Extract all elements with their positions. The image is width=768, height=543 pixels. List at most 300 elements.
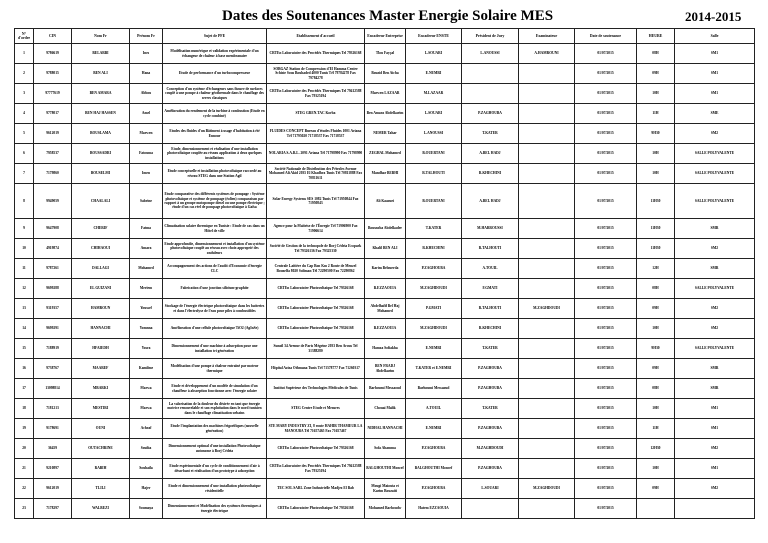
cell-room: SM2 — [675, 239, 755, 259]
cell-jury-president: T.KATER — [462, 399, 519, 419]
cell-jury-president: R.KHECHINI — [462, 164, 519, 184]
cell-last-name: BEN AMARA — [72, 84, 130, 104]
cell-jury-president: T.KATER — [462, 339, 519, 359]
cell-company-supervisor: BEN FRADJ Abdelkarim — [365, 359, 406, 379]
cell-host-institution: Société Nationale de Distribution des Pétroles Avenue Mohamed Ali Akid 2035 El Khadhra Tunis Tél 70811888 Fax 70811611 — [267, 164, 365, 184]
cell-company-supervisor: Marwen LAZAAR — [365, 84, 406, 104]
cell-examiner — [519, 239, 575, 259]
cell-time: 10H — [637, 319, 675, 339]
cell-enste-supervisor: Hatem EZZAOUIA — [406, 499, 462, 519]
cell-enste-supervisor: M.ZAGHDOUDI — [406, 279, 462, 299]
cell-cin: 7181213 — [34, 399, 72, 419]
cell-number: 21 — [15, 459, 34, 479]
table-body — [15, 44, 755, 519]
cell-last-name: DALLAGI — [72, 259, 130, 279]
cell-first-name: Kamilme — [130, 359, 163, 379]
cell-first-name: Achraf — [130, 419, 163, 439]
cell-first-name: Marwa — [130, 399, 163, 419]
cell-last-name: MESTIRI — [72, 399, 130, 419]
table-row — [15, 299, 755, 319]
cell-defense-date: 01/07/2015 — [575, 219, 637, 239]
cell-room: SM2 — [675, 319, 755, 339]
cell-examiner — [519, 64, 575, 84]
cell-defense-date: 01/07/2015 — [575, 124, 637, 144]
defense-schedule-table — [14, 28, 755, 519]
cell-room: SM1 — [675, 44, 755, 64]
header-col-time: HEURE — [637, 29, 675, 44]
header-col-subject: Sujet de PFE — [163, 29, 267, 44]
cell-subject: Climatisation solaire thermique en Tunisie : Etude de cas dans un Hôtel de ville — [163, 219, 267, 239]
cell-examiner — [519, 439, 575, 459]
cell-examiner — [519, 144, 575, 164]
cell-number: 22 — [15, 479, 34, 499]
cell-subject: Dimensionnement optimal d'une installation Photovoltaïque autonome à Borj Cédria — [163, 439, 267, 459]
table-row — [15, 399, 755, 419]
table-row — [15, 144, 755, 164]
cell-defense-date: 01/07/2015 — [575, 419, 637, 439]
cell-jury-president: A.TOUIL — [462, 259, 519, 279]
cell-host-institution: STEG Centre Etude et Mesures — [267, 399, 365, 419]
cell-host-institution: CRTEn Laboratoire des Procédés Thermiques Tel 79326168 — [267, 44, 365, 64]
cell-room: SALLE POLYVALENTE — [675, 184, 755, 219]
cell-host-institution: STEG GREN.TAC Korba — [267, 104, 365, 124]
cell-number: 12 — [15, 279, 34, 299]
cell-defense-date: 01/07/2015 — [575, 239, 637, 259]
header-col-company-supervisor: Encadreur Entreprise — [365, 29, 406, 44]
cell-number: 10 — [15, 239, 34, 259]
cell-time: 10H — [637, 164, 675, 184]
cell-defense-date: 01/07/2015 — [575, 439, 637, 459]
cell-subject: Etude conceptuelle et installation photovoltaïque raccordé au réseau STEG dans une Station Agil — [163, 164, 267, 184]
cell-subject: Dimensionnement d'une machine à adsorption pour une installation tri génération — [163, 339, 267, 359]
cell-enste-supervisor: L.SOUARI — [406, 104, 462, 124]
cell-host-institution: CRTEn Laboratoire Photovoltaïque Tel 79326168 — [267, 279, 365, 299]
cell-cin: 9778017 — [34, 104, 72, 124]
cell-room: SALLE POLYVALENTE — [675, 144, 755, 164]
cell-host-institution: Société de Gestion de la technopole de Borj Cédria Ecopark Tél 79326136 Fax 79325330 — [267, 239, 365, 259]
cell-cin: 9647908 — [34, 219, 72, 239]
table-row — [15, 184, 755, 219]
cell-jury-president: A.BEL HADJ — [462, 144, 519, 164]
cell-last-name: EL GUIZANI — [72, 279, 130, 299]
cell-first-name: Yosra — [130, 339, 163, 359]
cell-last-name: WALBEZI — [72, 499, 130, 519]
header-col-cin: CIN — [34, 29, 72, 44]
cell-enste-supervisor: T.KATER — [406, 219, 462, 239]
table-row — [15, 419, 755, 439]
cell-subject: Etude approfondie, dimensionnement et installation d'un système photovoltaïque couplé au réseau avec choix approprié des onduleurs — [163, 239, 267, 259]
header-col-host-institution: Etablissement d'accueil — [267, 29, 365, 44]
cell-last-name: RABIH — [72, 459, 130, 479]
cell-first-name: Amara — [130, 239, 163, 259]
cell-cin: 9738767 — [34, 359, 72, 379]
cell-company-supervisor: ZEGHAL Mohamed — [365, 144, 406, 164]
table-row — [15, 499, 755, 519]
cell-company-supervisor: Chouai Malik — [365, 399, 406, 419]
cell-enste-supervisor: E.NEMRI — [406, 419, 462, 439]
cell-defense-date: 01/07/2015 — [575, 319, 637, 339]
cell-examiner — [519, 84, 575, 104]
cell-first-name: Sabrine — [130, 184, 163, 219]
cell-cin: 9699288 — [34, 279, 72, 299]
cell-room: SM1 — [675, 419, 755, 439]
cell-company-supervisor: Mohamed Barhoudw — [365, 499, 406, 519]
cell-host-institution: CRTEn Laboratoire des Procédés Thermiques Tel 79412588 Fax 79325194 — [267, 84, 365, 104]
cell-time: 11H30 — [637, 184, 675, 219]
cell-subject: Modélisation d'une pompe à chaleur entraîné par moteur thermique — [163, 359, 267, 379]
cell-company-supervisor: Mougi Maiouta et Karim Bouzaiti — [365, 479, 406, 499]
cell-defense-date: 01/07/2015 — [575, 184, 637, 219]
cell-room: SMR — [675, 219, 755, 239]
cell-enste-supervisor: L.SOUARI — [406, 44, 462, 64]
cell-number: 19 — [15, 419, 34, 439]
header-col-last-name: Nom Fr — [72, 29, 130, 44]
cell-defense-date: 01/07/2015 — [575, 299, 637, 319]
cell-jury-president: P.ZAGHOUBA — [462, 104, 519, 124]
cell-enste-supervisor: E.NEMRI — [406, 64, 462, 84]
cell-last-name: BOUSELMI — [72, 164, 130, 184]
cell-last-name: OUTACHRINE — [72, 439, 130, 459]
cell-company-supervisor: Ali Kaaouri — [365, 184, 406, 219]
cell-time: 11H30 — [637, 219, 675, 239]
cell-time: 12H30 — [637, 439, 675, 459]
cell-examiner: A.HAMROUNI — [519, 44, 575, 64]
cell-host-institution: STE MABY INDUSTRY ZI, 8 route HAHIR THAMEUR LA MANOUBA Tél 71657465 Fax 71657467 — [267, 419, 365, 439]
cell-subject: Accompagnement des actions de l'audit d'Economie d'énergie CLC — [163, 259, 267, 279]
cell-enste-supervisor: E.NEMRI — [406, 339, 462, 359]
cell-room — [675, 499, 755, 519]
cell-jury-president: R.TALHOUTI — [462, 239, 519, 259]
cell-examiner — [519, 124, 575, 144]
cell-company-supervisor: B.EZZAOUIA — [365, 279, 406, 299]
cell-defense-date: 01/07/2015 — [575, 259, 637, 279]
cell-examiner — [519, 359, 575, 379]
cell-subject: Stockage de l'énergie électrique photovoltaïque dans les batteries et dans l'électrolyse de l'eau pour piles à combustibles — [163, 299, 267, 319]
cell-subject: Etude, dimensionnement et réalisation d'une installation photovoltaïque couplée au réseau application à deux quelques installations — [163, 144, 267, 164]
table-row — [15, 459, 755, 479]
cell-last-name: TLILI — [72, 479, 130, 499]
document-title: Dates des Soutenances Master Energie Solaire MES — [222, 8, 554, 24]
cell-company-supervisor: Barhoumi Messaoud — [365, 379, 406, 399]
cell-jury-president: R.KHECHINI — [462, 319, 519, 339]
cell-enste-supervisor: P.ZAGHOUBA — [406, 439, 462, 459]
table-row — [15, 239, 755, 259]
cell-host-institution: Centrale Laitière du Cap Bon Km 2 Route de Menzel Bouzelfa 8020 Soliman Tél 72290500 Fax 72290862 — [267, 259, 365, 279]
cell-defense-date: 01/07/2015 — [575, 64, 637, 84]
cell-company-supervisor: NIDHAL HANNACHI — [365, 419, 406, 439]
cell-room: SALLE POLYVALENTE — [675, 279, 755, 299]
cell-last-name: MBARKI — [72, 379, 130, 399]
table-row — [15, 124, 755, 144]
cell-subject: Fabrication d'une jonction silicium-graphite — [163, 279, 267, 299]
cell-time: 11H — [637, 104, 675, 124]
cell-enste-supervisor: M.ZAGHDOUDI — [406, 319, 462, 339]
cell-number: 13 — [15, 299, 34, 319]
cell-enste-supervisor: B.OUERTANI — [406, 144, 462, 164]
cell-cin: 9786619 — [34, 44, 72, 64]
cell-cin: 7958537 — [34, 144, 72, 164]
table-row — [15, 164, 755, 184]
cell-company-supervisor: Karim Belouerda — [365, 259, 406, 279]
cell-enste-supervisor: R.TALHOUTI — [406, 164, 462, 184]
cell-time: 12H — [637, 259, 675, 279]
table-row — [15, 379, 755, 399]
cell-cin: 9699291 — [34, 319, 72, 339]
cell-cin: 36459 — [34, 439, 72, 459]
cell-first-name: Marwa — [130, 379, 163, 399]
cell-number: 1 — [15, 44, 34, 64]
cell-defense-date: 01/07/2015 — [575, 339, 637, 359]
cell-cin: 7178297 — [34, 499, 72, 519]
cell-jury-president: P.ZAGHOUBA — [462, 359, 519, 379]
cell-examiner: M.ZAGHDOUDI — [519, 299, 575, 319]
cell-enste-supervisor: B.OUERTANI — [406, 184, 462, 219]
table-row — [15, 479, 755, 499]
header-col-defense-date: Date de soutenance — [575, 29, 637, 44]
cell-defense-date: 01/07/2015 — [575, 279, 637, 299]
cell-subject: Etude expérimentale d'un cycle de conditionnement d'air à désorbant et réalisation d'un prototype à adsorption — [163, 459, 267, 479]
cell-company-supervisor: Sofa Ahamma — [365, 439, 406, 459]
cell-room: SM1 — [675, 84, 755, 104]
cell-number: 20 — [15, 439, 34, 459]
table-row — [15, 359, 755, 379]
cell-last-name: OUNI — [72, 419, 130, 439]
cell-host-institution: CRTEn Laboratoire Photovoltaïque Tel 79326168 — [267, 299, 365, 319]
cell-enste-supervisor: P.ZAGHOUBA — [406, 479, 462, 499]
cell-cin: 9612019 — [34, 479, 72, 499]
cell-defense-date: 01/07/2015 — [575, 44, 637, 64]
cell-host-institution: Hôpital Aziza Othmana Tunis Tél 71578777 Fax 71260317 — [267, 359, 365, 379]
cell-first-name: Ines — [130, 44, 163, 64]
cell-company-supervisor: Ben Amara Abdelkarim — [365, 104, 406, 124]
cell-host-institution: Sunoil 34 Avenue de Paris Mégrine 2033 Ben Arous Tel 31388280 — [267, 339, 365, 359]
cell-jury-president: M.HARROUSSI — [462, 219, 519, 239]
cell-company-supervisor: Mandhar BEBHI — [365, 164, 406, 184]
cell-cin: 4919874 — [34, 239, 72, 259]
cell-first-name: Youssef — [130, 299, 163, 319]
cell-time: 08H — [637, 279, 675, 299]
cell-defense-date: 01/07/2015 — [575, 479, 637, 499]
cell-number: 3 — [15, 84, 34, 104]
cell-first-name: Hana — [130, 64, 163, 84]
cell-time: 09H — [637, 64, 675, 84]
cell-first-name: Souiba — [130, 439, 163, 459]
cell-time: 09H — [637, 479, 675, 499]
cell-subject: La valorisation de la douleur du désirée en tant que énergie motrice renouvelable et son exploitation dans le nord tunisien dans le chauffage climatisation urbains — [163, 399, 267, 419]
cell-jury-president: R.TALHOUTI — [462, 299, 519, 319]
cell-time — [637, 499, 675, 519]
table-row — [15, 84, 755, 104]
cell-time: 09H — [637, 299, 675, 319]
cell-first-name: Amel — [130, 104, 163, 124]
cell-enste-supervisor: Barhoumi Messaoud — [406, 379, 462, 399]
cell-cin: 9178691 — [34, 419, 72, 439]
cell-enste-supervisor: P.ZAGHOUBA — [406, 259, 462, 279]
cell-subject: Dimensionnement et Modélisation des systèmes thermiques à énergie électrique — [163, 499, 267, 519]
cell-defense-date: 01/07/2015 — [575, 379, 637, 399]
table-row — [15, 259, 755, 279]
cell-last-name: MAAREF — [72, 359, 130, 379]
header-col-examiner: Examinateur — [519, 29, 575, 44]
cell-last-name: HAMROUN — [72, 299, 130, 319]
cell-company-supervisor: Abdelhafif Bel Haj Mohamed — [365, 299, 406, 319]
cell-room: SME — [675, 104, 755, 124]
cell-number: 18 — [15, 399, 34, 419]
cell-jury-president: P.ZAGHOUBA — [462, 379, 519, 399]
cell-first-name: Meriem — [130, 279, 163, 299]
cell-number: 9 — [15, 219, 34, 239]
cell-host-institution: CRTEn Laboratoire des Procédés Thermiques Tel 79412588 Fax 79325194 — [267, 459, 365, 479]
cell-number: 8 — [15, 184, 34, 219]
header-col-jury-president: Président de Jury — [462, 29, 519, 44]
cell-defense-date: 01/07/2015 — [575, 459, 637, 479]
cell-examiner — [519, 399, 575, 419]
cell-first-name: Abbou — [130, 84, 163, 104]
cell-cin: 9949059 — [34, 184, 72, 219]
cell-examiner: M.ZAGHDOUDI — [519, 479, 575, 499]
cell-subject: Etude de performance d'un turbocompresseur — [163, 64, 267, 84]
cell-room: SALLE POLYVALENTE — [675, 339, 755, 359]
cell-last-name: BOUSSADRI — [72, 144, 130, 164]
cell-examiner — [519, 104, 575, 124]
cell-last-name: CHAALALI — [72, 184, 130, 219]
cell-time: 9H30 — [637, 124, 675, 144]
cell-subject: Modélisation numérique et validation expérimentale d'un échangeur de chaleur à base membranaire — [163, 44, 267, 64]
table-row — [15, 219, 755, 239]
cell-enste-supervisor: R.KHECHINI — [406, 239, 462, 259]
cell-defense-date: 01/07/2015 — [575, 164, 637, 184]
cell-examiner — [519, 379, 575, 399]
cell-subject: Etude et développement d'un modèle de simulation d'un chauffeur à absorption fonctionne avec l'énergie solaire — [163, 379, 267, 399]
cell-time: 08H — [637, 379, 675, 399]
cell-time: 11H30 — [637, 239, 675, 259]
cell-time: 09H — [637, 359, 675, 379]
cell-cin: 7188919 — [34, 339, 72, 359]
cell-last-name: CHIHAOUI — [72, 239, 130, 259]
cell-defense-date: 01/07/2015 — [575, 144, 637, 164]
cell-last-name: BEN HAJ HASSEN — [72, 104, 130, 124]
cell-number: 4 — [15, 104, 34, 124]
cell-number: 7 — [15, 164, 34, 184]
cell-room: SMR — [675, 379, 755, 399]
cell-examiner — [519, 459, 575, 479]
table-row — [15, 339, 755, 359]
cell-last-name: BELARBI — [72, 44, 130, 64]
table-header-row — [15, 29, 755, 44]
table-row — [15, 104, 755, 124]
cell-last-name: BOUSLAMA — [72, 124, 130, 144]
academic-year: 2014-2015 — [685, 9, 742, 24]
cell-last-name: BEN ALI — [72, 64, 130, 84]
cell-examiner — [519, 499, 575, 519]
cell-room: SM1 — [675, 64, 755, 84]
cell-subject: Etude comparative des différents systèmes de pompage : Système photovoltaïque et système de pompage (éolien) comparaison par rapport à un groupe motopompe diesel ou une pompe électrique ; étude d'un cas réel de pompage photovoltaïque à Gafsa — [163, 184, 267, 219]
cell-last-name: HANNACHI — [72, 319, 130, 339]
cell-jury-president: L.SOUARI — [462, 479, 519, 499]
cell-first-name: Mohamed — [130, 259, 163, 279]
cell-company-supervisor: NEMER Tahar — [365, 124, 406, 144]
cell-subject: Conception d'un système d'échangeurs sans fissure de surfaces couplé à une pompe à chaleur géothermale dans le chauffage des serres classiques — [163, 84, 267, 104]
cell-examiner — [519, 184, 575, 219]
cell-subject: Amélioration d'une cellule photovoltaïque TiO2 (AgInSe) — [163, 319, 267, 339]
cell-number: 16 — [15, 359, 34, 379]
cell-cin: 7179860 — [34, 164, 72, 184]
cell-number: 14 — [15, 319, 34, 339]
cell-host-institution: Solar Energy Systems SES 1082 Tunis Tél 71950844 Fax 71950843 — [267, 184, 365, 219]
cell-room: SM2 — [675, 439, 755, 459]
cell-number: 11 — [15, 259, 34, 279]
cell-first-name: Yomnna — [130, 319, 163, 339]
cell-enste-supervisor: T.KATER et E.NEMRI — [406, 359, 462, 379]
cell-examiner — [519, 419, 575, 439]
cell-enste-supervisor: M.LAZAAR — [406, 84, 462, 104]
cell-jury-president: L.ANOUSSI — [462, 44, 519, 64]
cell-first-name: Marwen — [130, 124, 163, 144]
cell-examiner — [519, 164, 575, 184]
table-row — [15, 279, 755, 299]
cell-number: 6 — [15, 144, 34, 164]
table-row — [15, 44, 755, 64]
cell-number: 17 — [15, 379, 34, 399]
cell-time: 10H — [637, 144, 675, 164]
cell-host-institution: Institut Supérieur des Technologies Médicales de Tunis — [267, 379, 365, 399]
cell-jury-president: T.KATER — [462, 124, 519, 144]
cell-room: SMR — [675, 359, 755, 379]
cell-enste-supervisor: A.TOUIL — [406, 399, 462, 419]
cell-examiner — [519, 219, 575, 239]
cell-number: 15 — [15, 339, 34, 359]
cell-first-name: Fatouma — [130, 144, 163, 164]
cell-number: 23 — [15, 499, 34, 519]
cell-subject: Etude l'implantation des machines frigorifiques (nouvelle génération) — [163, 419, 267, 439]
cell-company-supervisor: Tlou Fayçal — [365, 44, 406, 64]
cell-company-supervisor: Hamza Sofiakha — [365, 339, 406, 359]
cell-number: 5 — [15, 124, 34, 144]
cell-time: 9H30 — [637, 339, 675, 359]
cell-subject: Etude et dimensionnement d'une installation photovoltaïque résidentielle — [163, 479, 267, 499]
cell-examiner — [519, 259, 575, 279]
cell-cin: 9210897 — [34, 459, 72, 479]
cell-first-name: Imen — [130, 164, 163, 184]
cell-jury-president: M.ZAGHDOUDI — [462, 439, 519, 459]
cell-time: 10H — [637, 459, 675, 479]
cell-company-supervisor: Bouzid Ben Aicha — [365, 64, 406, 84]
cell-jury-president: F.GMATI — [462, 279, 519, 299]
table-row — [15, 319, 755, 339]
cell-host-institution: FLUIDES CONCEPT Bureau d'études Fluides 1001 Ariana Tél 71795020 71718537 Fax 71718537 — [267, 124, 365, 144]
cell-examiner — [519, 339, 575, 359]
cell-room: SM2 — [675, 124, 755, 144]
cell-examiner — [519, 319, 575, 339]
cell-company-supervisor: BALGHOUTHI Moncef — [365, 459, 406, 479]
table-row — [15, 439, 755, 459]
cell-enste-supervisor: P.GMATI — [406, 299, 462, 319]
cell-defense-date: 01/07/2015 — [575, 499, 637, 519]
cell-room: SMR — [675, 259, 755, 279]
cell-cin: 9787261 — [34, 259, 72, 279]
header-col-number: N° d'ordre — [15, 29, 34, 44]
cell-room: SM2 — [675, 479, 755, 499]
cell-jury-president — [462, 499, 519, 519]
cell-cin: 9319357 — [34, 299, 72, 319]
cell-company-supervisor: Khalil BEN ALI — [365, 239, 406, 259]
cell-host-institution: TEC SOL SARL Zone Industrielle Madjez El Bab — [267, 479, 365, 499]
cell-time: 10H — [637, 399, 675, 419]
header-col-first-name: Prénom Fr — [130, 29, 163, 44]
cell-first-name: Hajer — [130, 479, 163, 499]
cell-room: SM1 — [675, 399, 755, 419]
cell-jury-president — [462, 84, 519, 104]
